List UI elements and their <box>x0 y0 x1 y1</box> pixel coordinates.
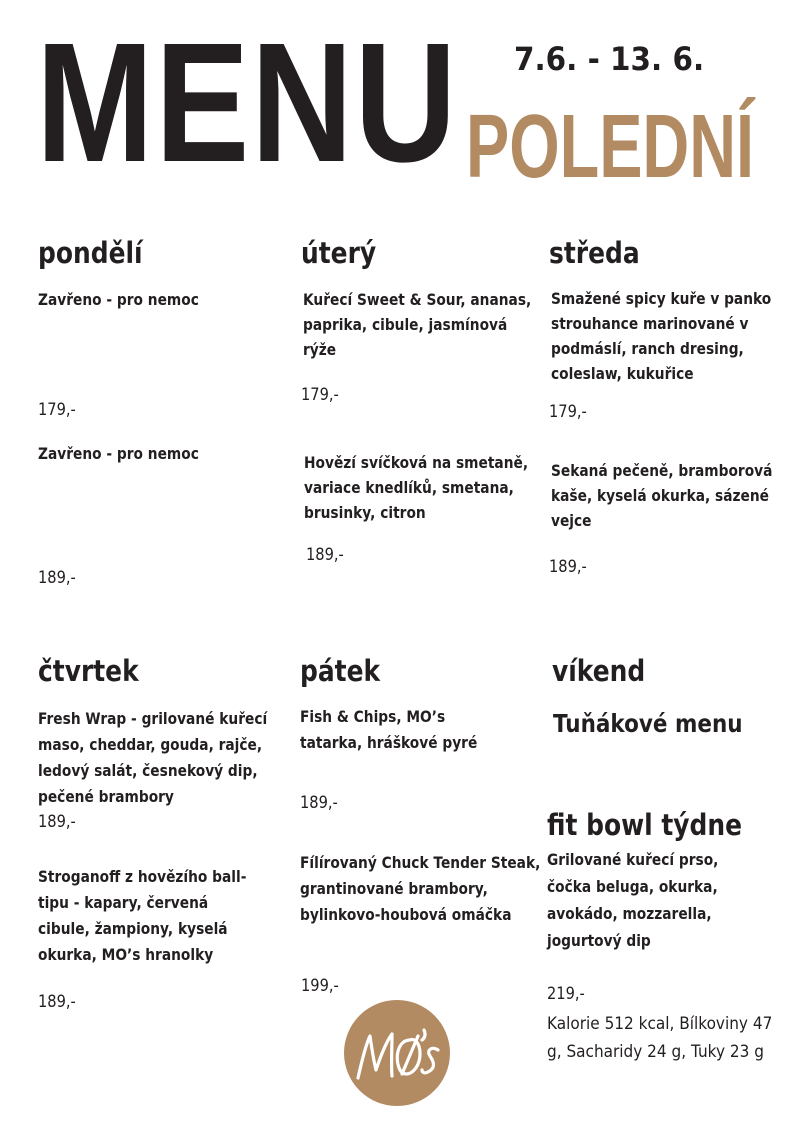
fit-bowl-description: Grilované kuřecí prso, čočka beluga, okurka, avokádo, mozzarella, jogurtový dip <box>547 850 719 950</box>
thursday-price-1: 189,- <box>38 812 76 832</box>
thursday-dish-1: Fresh Wrap - grilované kuřecí maso, cheddar, gouda, rajče, ledový salát, česnekový dip, pečené brambory <box>38 709 268 806</box>
thursday-dish-2: Stroganoff z hovězího ball-tipu - kapary, červená cibule, žampiony, kyselá okurka, MO’s hranolky <box>38 867 247 964</box>
tuesday-price-2: 189,- <box>306 545 344 565</box>
thursday-price-2: 189,- <box>38 992 76 1012</box>
monday-dish-1: Zavřeno - pro nemoc <box>38 290 199 309</box>
brand-logo <box>344 1000 450 1106</box>
tuesday-dish-2: Hovězí svíčková na smetaně, variace knedlíků, smetana, brusinky, citron <box>304 453 529 522</box>
friday-dish-1: Fish & Chips, MO’s tatarka, hráškové pyré <box>300 707 478 752</box>
day-heading-wednesday: středa <box>549 236 640 270</box>
fit-bowl-title: fit bowl týdne <box>547 808 743 842</box>
monday-price-1: 179,- <box>38 400 76 420</box>
friday-dish-2: Fílírovaný Chuck Tender Steak, grantinované brambory, bylinkovo-houbová omáčka <box>300 853 541 924</box>
tuesday-dish-1: Kuřecí Sweet & Sour, ananas, paprika, cibule, jasmínová rýže <box>303 290 532 359</box>
day-heading-weekend: víkend <box>552 654 646 688</box>
menu-subtitle: POLEDNÍ <box>466 97 755 197</box>
wednesday-price-1: 179,- <box>549 402 587 422</box>
fit-bowl-nutrition: Kalorie 512 kcal, Bílkoviny 47 g, Sacharidy 24 g, Tuky 23 g <box>547 1014 773 1062</box>
day-heading-tuesday: úterý <box>301 236 377 270</box>
friday-price-2: 199,- <box>301 976 339 996</box>
wednesday-price-2: 189,- <box>549 557 587 577</box>
wednesday-dish-2: Sekaná pečeně, bramborová kaše, kyselá okurka, sázené vejce <box>551 461 773 530</box>
fit-bowl-price: 219,- <box>547 984 585 1004</box>
day-heading-friday: pátek <box>300 654 381 688</box>
logo-script-icon <box>344 1000 450 1106</box>
day-heading-thursday: čtvrtek <box>38 654 139 688</box>
monday-dish-2: Zavřeno - pro nemoc <box>38 444 199 463</box>
tuesday-price-1: 179,- <box>301 385 339 405</box>
weekend-dish: Tuňákové menu <box>553 709 743 738</box>
monday-price-2: 189,- <box>38 568 76 588</box>
friday-price-1: 189,- <box>300 793 338 813</box>
menu-title: MENU <box>36 8 459 198</box>
wednesday-dish-1: Smažené spicy kuře v panko strouhance marinované v podmáslí, ranch dresing, coleslaw, kukuřice <box>551 289 772 383</box>
date-range: 7.6. - 13. 6. <box>514 40 705 78</box>
day-heading-monday: pondělí <box>38 236 143 270</box>
